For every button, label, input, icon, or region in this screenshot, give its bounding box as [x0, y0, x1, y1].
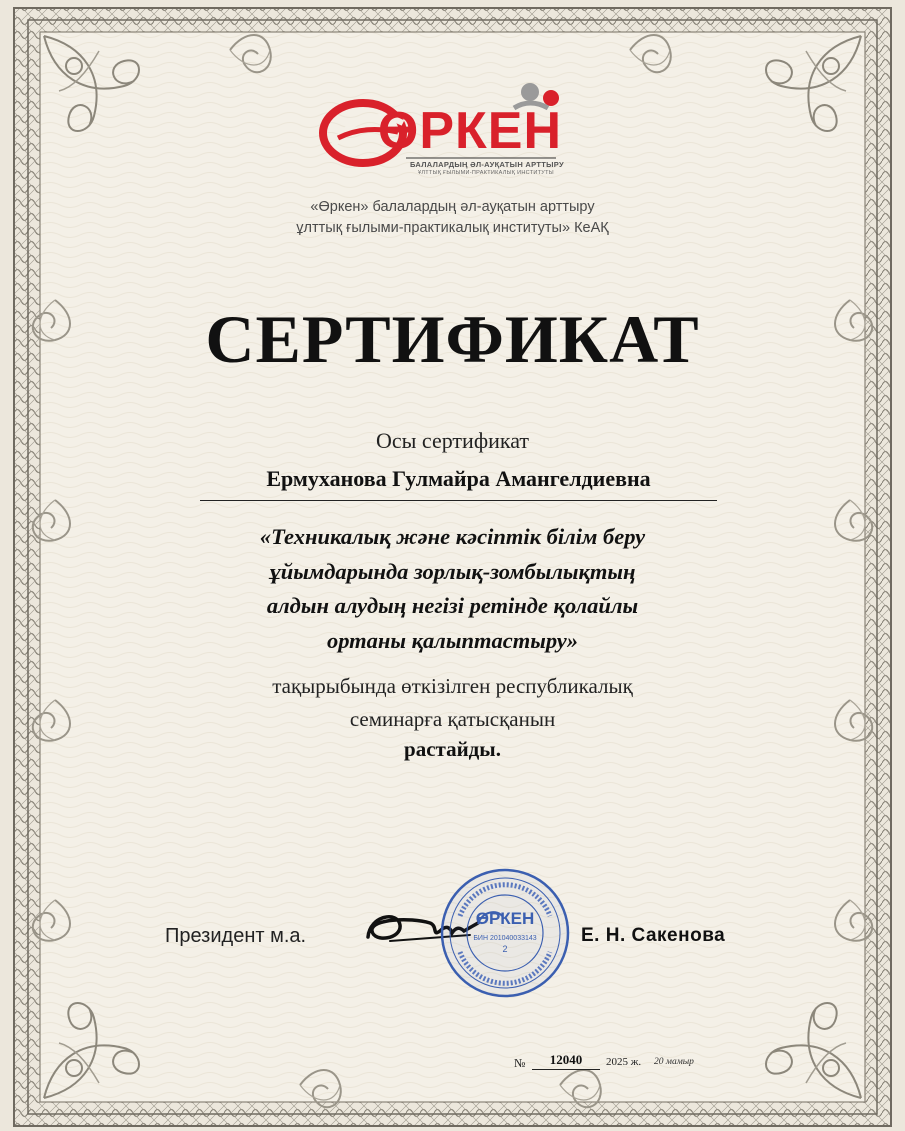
topic-line-2: ұйымдарында зорлық-зомбылықтың [269, 558, 636, 584]
certificate-number-row [514, 1052, 714, 1076]
description-line-2: семинарға қатысқанын [349, 707, 556, 731]
stamp-center-word: ӨРКЕН [475, 909, 535, 928]
certificate-title: СЕРТИФИКАТ [205, 301, 700, 377]
stamp-number: 2 [502, 944, 508, 954]
intro-text: Осы сертификат [375, 428, 530, 453]
number-sign: № [514, 1056, 526, 1070]
logo-tagline-1: БАЛАЛАРДЫҢ ӘЛ-АУҚАТЫН АРТТЫРУ [410, 160, 564, 169]
description [150, 670, 755, 736]
topic-line-1: «Техникалық және кәсіптік білім беру [259, 524, 646, 549]
signer-role: Президент м.а. [165, 925, 307, 947]
issue-date: 20 мамыр [654, 1057, 694, 1067]
issue-year: 2025 ж. [606, 1056, 642, 1068]
signer-name: Е. Н. Сакенова [581, 925, 726, 946]
description-line-1: тақырыбында өткізілген республикалық [272, 674, 633, 698]
topic-line-3: алдын алудың негізі ретінде қолайлы [266, 593, 639, 618]
confirm-text: растайды. [404, 737, 501, 761]
certificate-number: 12040 [532, 1052, 600, 1070]
logo-tagline-2: ҰЛТТЫҚ ҒЫЛЫМИ-ПРАКТИКАЛЫҚ ИНСТИТУТЫ [418, 170, 554, 176]
institution-line-1: «Өркен» балалардың әл-ауқатын арттыру [310, 199, 595, 215]
recipient-name: Ермуханова Гулмайра Амангелдиевна [200, 466, 717, 501]
topic-line-4: ортаны қалыптастыру» [326, 627, 579, 653]
institution-name [150, 197, 755, 239]
logo-wordmark: ӨРКЕН [377, 102, 562, 160]
stamp-id: БИН 201040033143 [473, 935, 537, 942]
institution-line-2: ұлттық ғылыми-практикалық институты» КеАҚ [296, 220, 609, 236]
seminar-topic [200, 520, 705, 658]
official-stamp [438, 866, 572, 1000]
logo [318, 88, 578, 183]
